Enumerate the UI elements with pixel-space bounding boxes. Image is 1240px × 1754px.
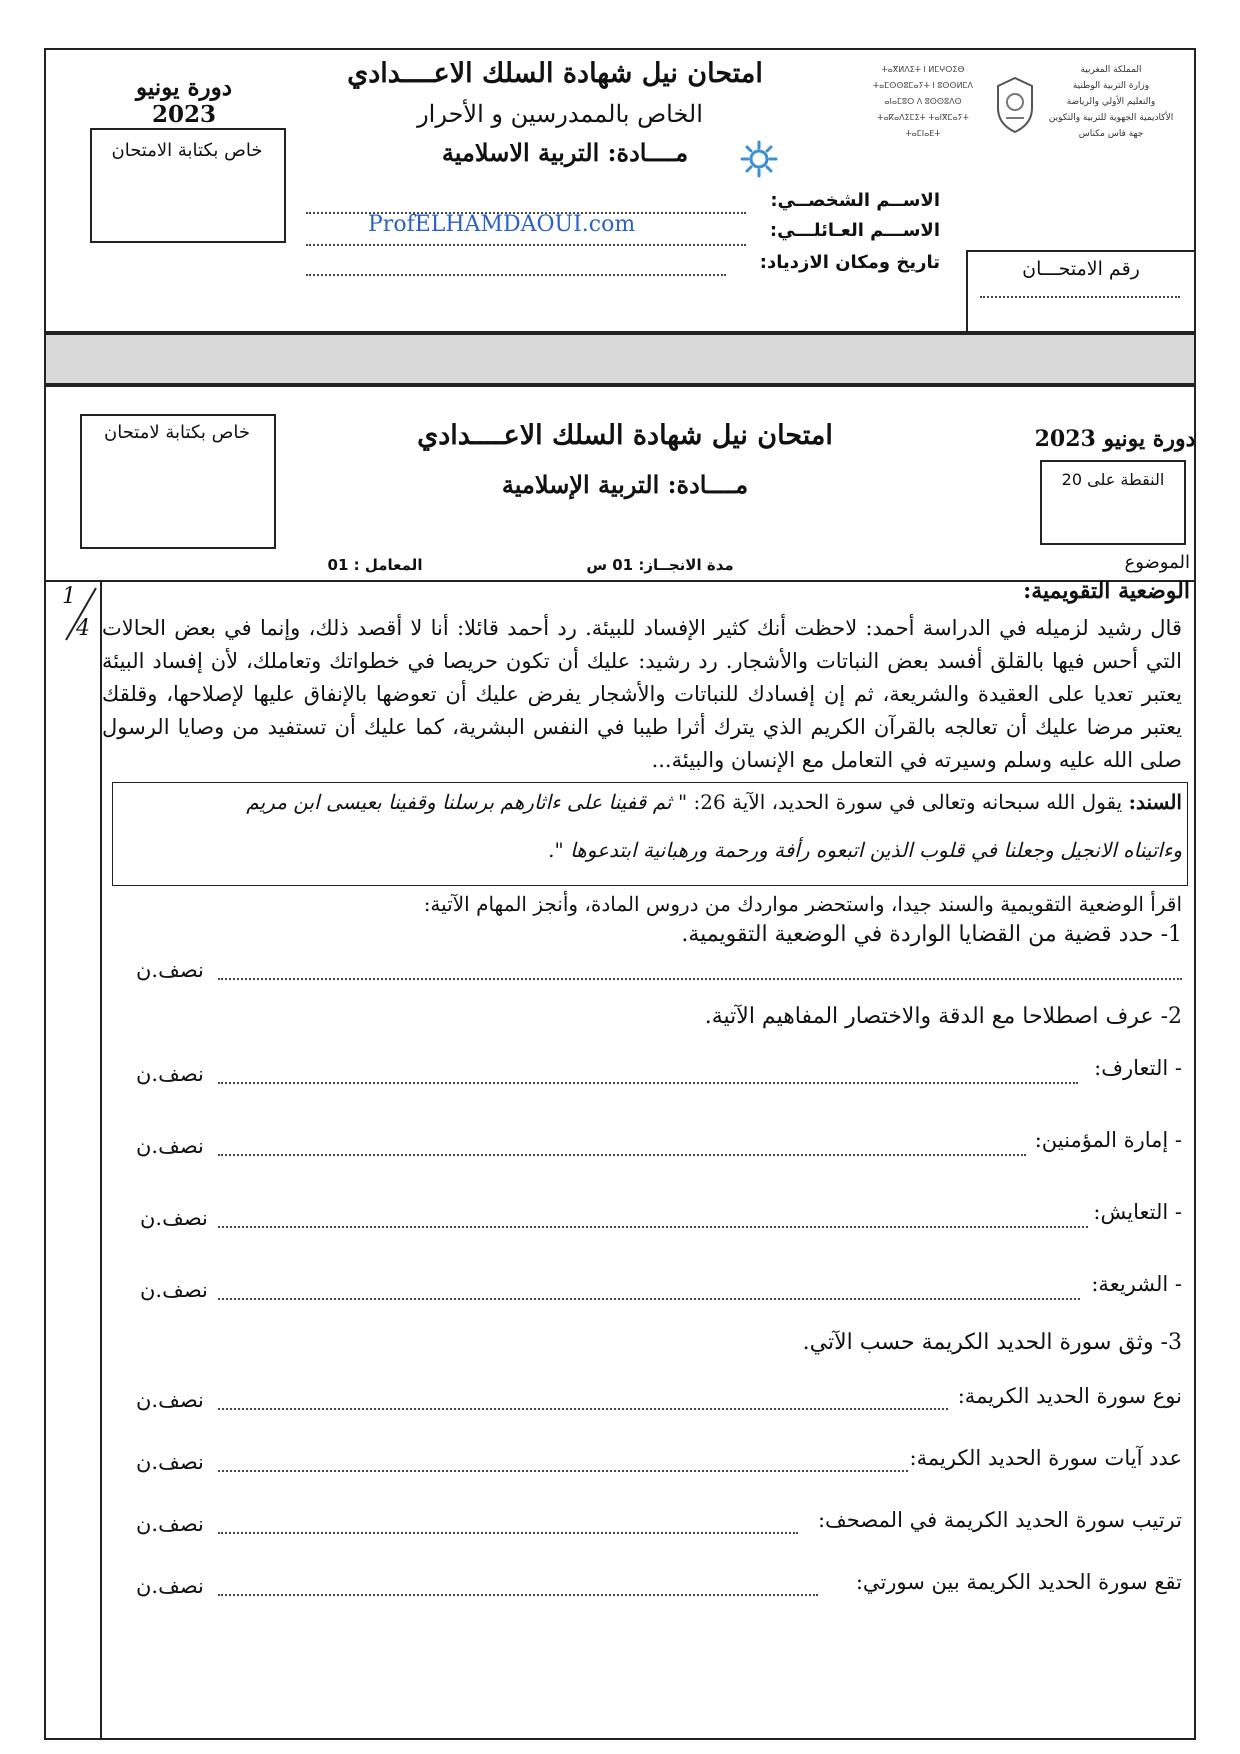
- q2-answer-line[interactable]: [218, 1298, 1080, 1300]
- ministry-ar-line: والتعليم الأولي والرياضة: [1066, 97, 1156, 107]
- support-verse-1: ثم قفينا على ءاثارهم برسلنا وقفينا بعيسى ابن مريم: [246, 790, 672, 814]
- support-label: السند:: [1128, 790, 1182, 814]
- q2-answer-line[interactable]: [218, 1226, 1088, 1228]
- exam-number-label: رقم الامتحـــان: [1022, 258, 1140, 280]
- q3-item: نوع سورة الحديد الكريمة:: [957, 1384, 1182, 1408]
- reserved-box-label: خاص بكتابة الامتحان: [111, 140, 263, 161]
- duration-label: مدة الانجــاز: 01 س: [586, 556, 734, 574]
- field-birth-input[interactable]: [306, 274, 726, 276]
- q2-score-note: نصف.ن: [140, 1278, 208, 1302]
- header-subject: مــــادة: التربية الاسلامية: [441, 138, 689, 167]
- q3-answer-line[interactable]: [218, 1532, 798, 1534]
- field-last-name-label: الاســـم العـائلـــي:: [769, 220, 940, 241]
- q3-item: تقع سورة الحديد الكريمة بين سورتي:: [855, 1570, 1182, 1594]
- question-3: 3- وثق سورة الحديد الكريمة حسب الآتي.: [802, 1330, 1182, 1355]
- q2-item: - التعارف:: [1094, 1056, 1182, 1080]
- watermark-text: ProfELHAMDAOUI.com: [368, 212, 636, 237]
- field-last-name-input[interactable]: [306, 244, 746, 246]
- ministry-tifinagh-block: [858, 62, 988, 142]
- ministry-ar-line: جهة فاس مكناس: [1078, 129, 1144, 139]
- score-label: النقطة على 20: [1061, 470, 1165, 489]
- situation-text: قال رشيد لزميله في الدراسة أحمد: لاحظت أنك كثير الإفساد للبيئة. رد أحمد قائلا: أنا لا أقصد ذلك، وإنما في بعض الحالات التي أحس فيها بالقلق أفسد بعض النباتات والأشجار. رد رشيد: عليك أن تكون حريصا في خطواتك وتعاملك، لأن إفساد البيئة يعتبر تعديا على العقيدة والشريعة، ثم إن إفسادك للنباتات والأشجار يفرض عليك أن تعوضها بالإنفاق عليها لإصلاحها، وقلقك يعتبر مرضا عليك أن تعالجه بالقرآن الكريم الذي يترك أثرا طيبا في النفس البشرية، كما عليك أن تستفيد من وصايا الرسول صلى الله عليه وسلم وسيرته في التعامل مع الإنسان والبيئة...: [102, 616, 1182, 772]
- q3-answer-line[interactable]: [218, 1408, 948, 1410]
- ministry-ar-line: وزارة التربية الوطنية: [1072, 81, 1150, 91]
- question-2: 2- عرف اصطلاحا مع الدقة والاختصار المفاهيم الآتية.: [704, 1004, 1182, 1029]
- support-verse-2: وءاتيناه الانجيل وجعلنا في قلوب الذين اتبعوه رأفة ورحمة ورهبانية ابتدعوها ".: [548, 838, 1182, 862]
- ministry-ar-line: الأكاديمية الجهوية للتربية والتكوين: [1048, 113, 1174, 123]
- ministry-tif-line: ⵜⴰⴳⵍⴷⵉⵜ ⵏ ⵍⵎⵖⵔⵉⴱ: [881, 65, 965, 74]
- q2-answer-line[interactable]: [218, 1154, 1026, 1156]
- q3-item: ترتيب سورة الحديد الكريمة في المصحف:: [817, 1508, 1182, 1532]
- ministry-arabic-block: [1046, 62, 1176, 142]
- header-title-line2: الخاص بالممدرسين و الأحرار: [417, 100, 703, 128]
- q2-item: - التعايش:: [1093, 1200, 1182, 1224]
- ministry-tif-line: ⵜⴰⴽⴰⴷⵉⵎⵉⵜ ⵜⴰⵏⴳⵎⴰⵢⵜ: [877, 113, 969, 122]
- cut-band: [44, 333, 1196, 385]
- topic-label: الموضوع: [1124, 552, 1190, 573]
- q3-answer-line[interactable]: [218, 1470, 908, 1472]
- q2-answer-line[interactable]: [218, 1082, 1078, 1084]
- q3-score-note: نصف.ن: [136, 1512, 204, 1536]
- situation-title: الوضعية التقويمية:: [1023, 578, 1190, 604]
- ministry-tif-line: ⵜⴰⵎⵙⵙⵓⵎⴰⵢⵜ ⵏ ⵓⵙⵙⵍⵎⴷ: [872, 81, 973, 90]
- q2-score-note: نصف.ن: [140, 1206, 208, 1230]
- q1-score-note: نصف.ن: [136, 958, 204, 982]
- q3-score-note: نصف.ن: [136, 1574, 204, 1598]
- question-1: 1- حدد قضية من القضايا الواردة في الوضعية التقويمية.: [681, 922, 1182, 947]
- instructions: اقرأ الوضعية التقويمية والسند جيدا، واستحضر مواردك من دروس المادة، وأنجز المهام الآتية:: [423, 892, 1182, 916]
- support-line1: [122, 790, 1182, 814]
- q3-item: عدد آيات سورة الحديد الكريمة:: [909, 1446, 1182, 1470]
- exam-reserved-label: خاص بكتابة لامتحان: [103, 422, 250, 443]
- exam-number-input[interactable]: [980, 296, 1180, 298]
- ministry-emblem-icon: [990, 74, 1040, 136]
- ministry-ar-line: المملكة المغربية: [1080, 65, 1142, 75]
- q2-score-note: نصف.ن: [136, 1134, 204, 1158]
- exam-session: دورة يونيو 2023: [1034, 426, 1196, 452]
- q3-answer-line[interactable]: [218, 1594, 818, 1596]
- field-first-name-label: الاســم الشخصــي:: [770, 190, 940, 211]
- exam-title: امتحان نيل شهادة السلك الاعــــدادي: [417, 420, 833, 451]
- q2-item: - إمارة المؤمنين:: [1034, 1128, 1182, 1152]
- header-session: دورة يونيو 2023: [135, 74, 233, 128]
- exam-subject: مــــادة: التربية الإسلامية: [501, 470, 749, 499]
- page-number-total: 4: [76, 616, 90, 641]
- header-title-line1: امتحان نيل شهادة السلك الاعــــدادي: [347, 58, 763, 89]
- ministry-tif-line: ⴰⵏⴰⵎⵓⵔ ⴷ ⵓⵙⵙⵓⴷⵙ: [884, 97, 962, 106]
- page-number-current: 1: [62, 584, 76, 609]
- support-intro: يقول الله سبحانه وتعالى في سورة الحديد، الآية 26: ": [677, 790, 1123, 814]
- sun-icon: [740, 140, 778, 178]
- field-birth-label: تاريخ ومكان الازدياد:: [759, 252, 940, 273]
- q3-score-note: نصف.ن: [136, 1388, 204, 1412]
- q1-answer-line[interactable]: [218, 978, 1182, 980]
- q3-score-note: نصف.ن: [136, 1450, 204, 1474]
- ministry-tif-line: ⵜⴰⵎⵏⴰⴹⵜ: [905, 129, 941, 138]
- coefficient-label: المعامل : 01: [327, 556, 423, 574]
- q2-score-note: نصف.ن: [136, 1062, 204, 1086]
- q2-item: - الشريعة:: [1091, 1272, 1182, 1296]
